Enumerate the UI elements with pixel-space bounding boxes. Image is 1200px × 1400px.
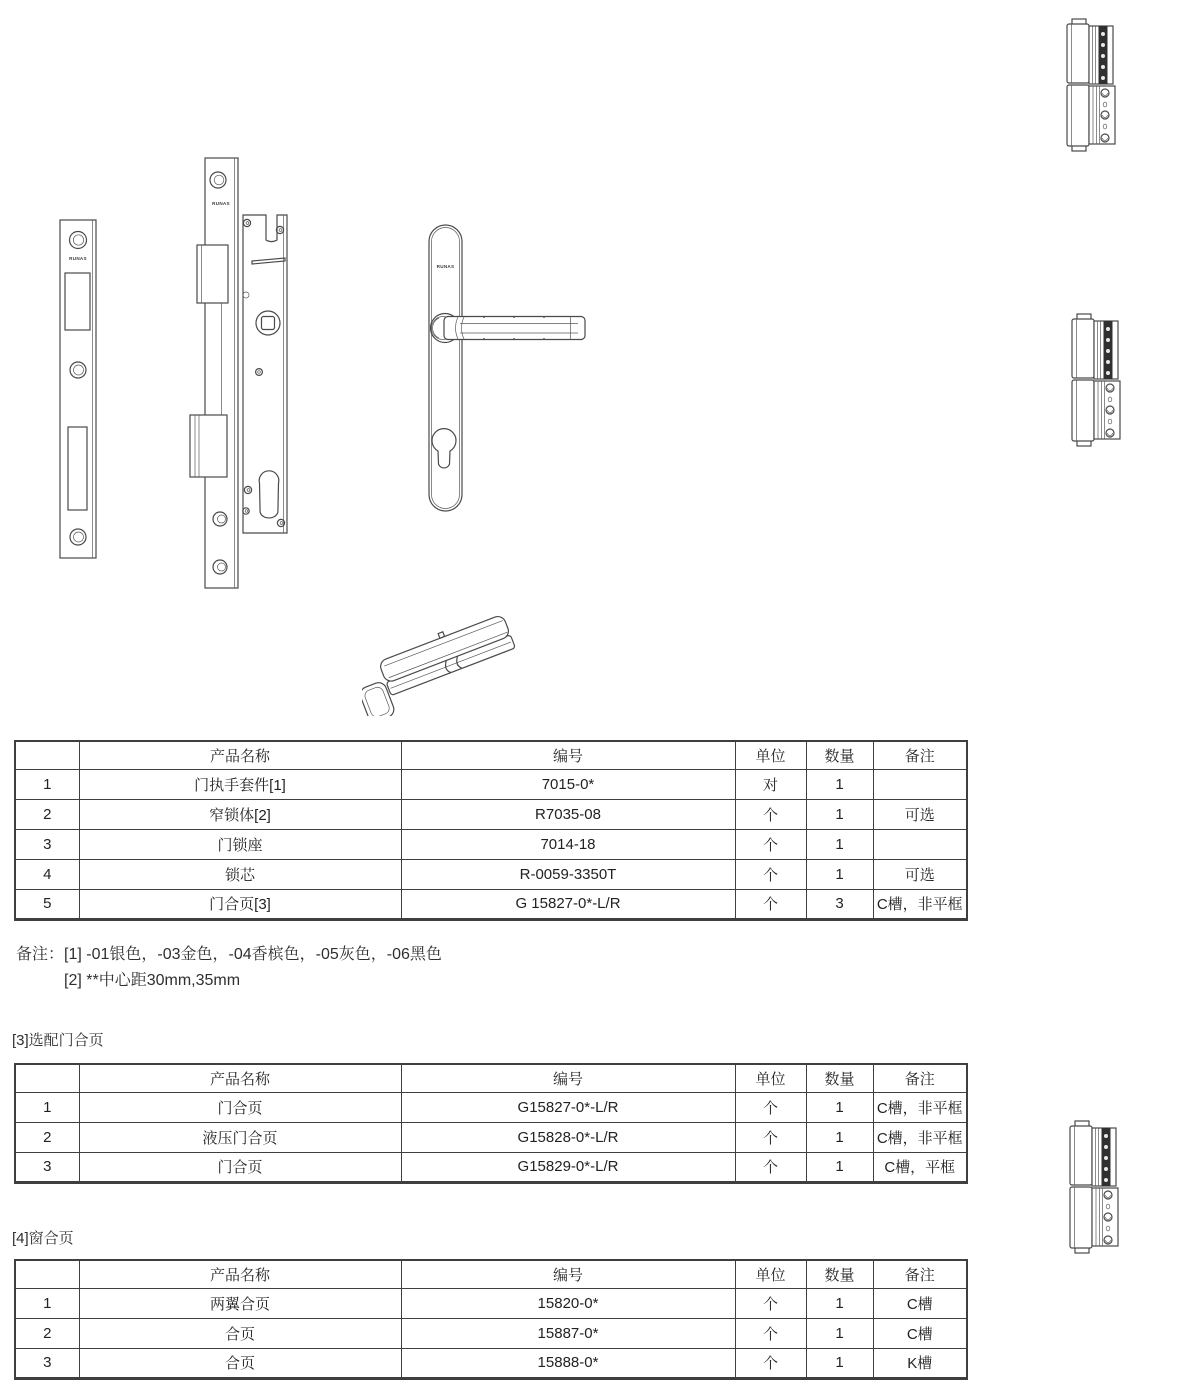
note-line-2: [2] **中心距30mm,35mm [64, 972, 241, 989]
col-header-code: 编号 [401, 1260, 735, 1288]
table-row [15, 1152, 967, 1182]
table-row [15, 799, 967, 829]
cell-unit: 个 [735, 1318, 806, 1348]
cell-name: 门合页 [79, 1092, 401, 1122]
strike-plate-drawing [59, 219, 97, 559]
table-row [15, 1092, 967, 1122]
cell-name: 门合页 [79, 1152, 401, 1182]
cell-remark: K槽 [873, 1348, 967, 1378]
cell-unit: 个 [735, 1288, 806, 1318]
cell-unit: 个 [735, 1122, 806, 1152]
col-header-qty: 数量 [806, 1064, 873, 1092]
cell-name: 窄锁体[2] [79, 799, 401, 829]
cell-name: 两翼合页 [79, 1288, 401, 1318]
cell-qty: 1 [806, 1122, 873, 1152]
col-header-remark: 备注 [873, 1260, 967, 1288]
col-header-name: 产品名称 [79, 1064, 401, 1092]
cell-qty: 1 [806, 1288, 873, 1318]
col-header-qty: 数量 [806, 1260, 873, 1288]
cell-remark [873, 829, 967, 859]
col-header-index [15, 741, 79, 769]
col-header-index [15, 1064, 79, 1092]
notes-label: 备注： [16, 946, 65, 963]
table-row [15, 829, 967, 859]
cell-unit: 个 [735, 1348, 806, 1378]
cell-remark [873, 769, 967, 799]
cell-remark: C槽 [873, 1318, 967, 1348]
cell-code: G15828-0*-L/R [401, 1122, 735, 1152]
col-header-code: 编号 [401, 1064, 735, 1092]
table-header-row [15, 1064, 967, 1092]
cell-code: 7014-18 [401, 829, 735, 859]
col-header-unit: 单位 [735, 1064, 806, 1092]
cell-name: 门执手套件[1] [79, 769, 401, 799]
cell-no: 1 [15, 1288, 79, 1318]
cell-name: 合页 [79, 1348, 401, 1378]
cell-code: G 15827-0*-L/R [401, 889, 735, 919]
notes-block [16, 942, 442, 994]
table-row [15, 889, 967, 919]
cell-code: R7035-08 [401, 799, 735, 829]
cell-no: 5 [15, 889, 79, 919]
cell-unit: 个 [735, 799, 806, 829]
cell-qty: 1 [806, 1318, 873, 1348]
col-header-qty: 数量 [806, 741, 873, 769]
cell-no: 2 [15, 1122, 79, 1152]
col-header-unit: 单位 [735, 1260, 806, 1288]
col-header-index [15, 1260, 79, 1288]
cell-unit: 个 [735, 889, 806, 919]
col-header-remark: 备注 [873, 741, 967, 769]
brand-mark: RUNAS [212, 201, 230, 206]
cell-code: G15829-0*-L/R [401, 1152, 735, 1182]
door-hinge-table [14, 1063, 968, 1184]
handle-set-drawing [418, 222, 590, 514]
table-row [15, 1348, 967, 1378]
cell-qty: 1 [806, 859, 873, 889]
cell-no: 2 [15, 799, 79, 829]
cell-qty: 1 [806, 829, 873, 859]
cell-code: R-0059-3350T [401, 859, 735, 889]
cell-remark: C槽，平框 [873, 1152, 967, 1182]
cell-unit: 个 [735, 859, 806, 889]
cell-code: G15827-0*-L/R [401, 1092, 735, 1122]
mortise-lock-drawing [186, 154, 302, 594]
cell-no: 3 [15, 829, 79, 859]
brand-mark: RUNAS [436, 264, 455, 269]
cell-remark: C槽，非平框 [873, 889, 967, 919]
note-line-1: [1] -01银色，-03金色，-04香槟色，-05灰色，-06黑色 [64, 946, 442, 963]
cell-no: 3 [15, 1348, 79, 1378]
cell-no: 2 [15, 1318, 79, 1348]
cell-no: 1 [15, 769, 79, 799]
cell-qty: 3 [806, 889, 873, 919]
cell-unit: 个 [735, 1092, 806, 1122]
cell-unit: 个 [735, 1152, 806, 1182]
col-header-code: 编号 [401, 741, 735, 769]
hinge-drawing-2 [1070, 313, 1122, 447]
cylinder-drawing [362, 594, 518, 716]
cell-qty: 1 [806, 769, 873, 799]
cell-unit: 个 [735, 829, 806, 859]
cell-code: 15888-0* [401, 1348, 735, 1378]
cell-code: 15820-0* [401, 1288, 735, 1318]
cell-qty: 1 [806, 799, 873, 829]
table-row [15, 859, 967, 889]
cell-qty: 1 [806, 1348, 873, 1378]
table-header-row [15, 1260, 967, 1288]
cell-name: 门锁座 [79, 829, 401, 859]
cell-code: 7015-0* [401, 769, 735, 799]
col-header-unit: 单位 [735, 741, 806, 769]
cell-remark: 可选 [873, 859, 967, 889]
cell-code: 15887-0* [401, 1318, 735, 1348]
table-row [15, 769, 967, 799]
cell-remark: C槽，非平框 [873, 1092, 967, 1122]
cell-remark: 可选 [873, 799, 967, 829]
brand-mark: RUNAS [69, 256, 87, 261]
table-row [15, 1318, 967, 1348]
cell-remark: C槽 [873, 1288, 967, 1318]
cell-name: 锁芯 [79, 859, 401, 889]
window-hinge-section-title: [4]窗合页 [12, 1230, 74, 1247]
main-parts-table [14, 740, 968, 921]
col-header-name: 产品名称 [79, 741, 401, 769]
cell-qty: 1 [806, 1152, 873, 1182]
cell-no: 3 [15, 1152, 79, 1182]
table-row [15, 1288, 967, 1318]
door-hinge-section-title: [3]选配门合页 [12, 1032, 104, 1049]
table-header-row [15, 741, 967, 769]
window-hinge-table [14, 1259, 968, 1380]
hinge-drawing-3 [1068, 1120, 1120, 1254]
cell-unit: 对 [735, 769, 806, 799]
cell-no: 4 [15, 859, 79, 889]
cell-no: 1 [15, 1092, 79, 1122]
hinge-drawing-1 [1065, 18, 1117, 152]
cell-name: 液压门合页 [79, 1122, 401, 1152]
cell-name: 合页 [79, 1318, 401, 1348]
col-header-remark: 备注 [873, 1064, 967, 1092]
cell-remark: C槽，非平框 [873, 1122, 967, 1152]
cell-qty: 1 [806, 1092, 873, 1122]
cell-name: 门合页[3] [79, 889, 401, 919]
table-row [15, 1122, 967, 1152]
col-header-name: 产品名称 [79, 1260, 401, 1288]
